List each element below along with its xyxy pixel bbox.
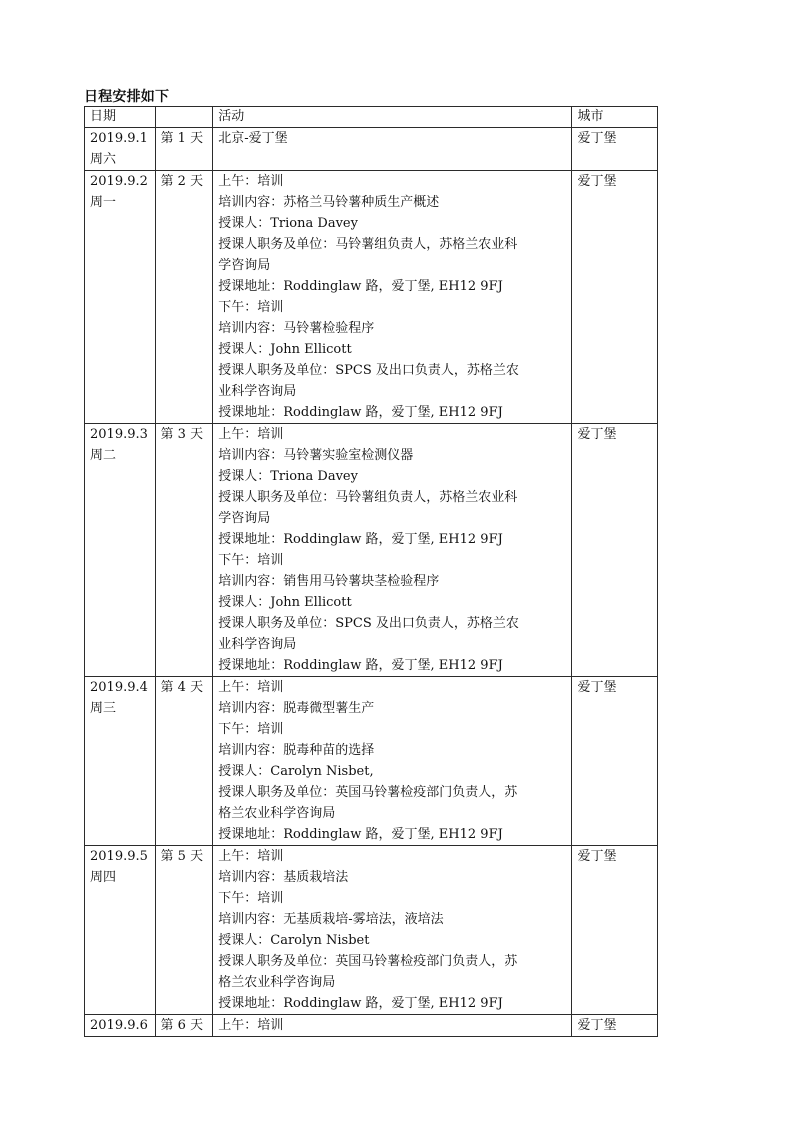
day-number-cell: 第 3 天 <box>155 424 213 677</box>
table-row <box>85 128 658 171</box>
header-date: 日期 <box>85 107 156 128</box>
activity-line: 授课地址：Roddinglaw 路，爱丁堡, EH12 9FJ <box>218 827 503 842</box>
table-row <box>85 1015 658 1037</box>
activity-line: 培训内容：苏格兰马铃薯种质生产概述 <box>218 195 440 210</box>
table-row <box>85 171 658 424</box>
activity-line: 学咨询局 <box>218 258 271 273</box>
activity-line: 授课地址：Roddinglaw 路，爱丁堡, EH12 9FJ <box>218 279 503 294</box>
table-row <box>85 677 658 846</box>
city-cell: 爱丁堡 <box>572 424 658 677</box>
date-text: 2019.9.3 <box>90 427 148 442</box>
day-number-cell: 第 4 天 <box>155 677 213 846</box>
date-text: 2019.9.6 <box>90 1018 148 1033</box>
header-city: 城市 <box>572 107 658 128</box>
activity-line: 授课人职务及单位：英国马铃薯检疫部门负责人，苏 <box>218 785 518 800</box>
activity-line: 学咨询局 <box>218 511 271 526</box>
activity-line: 授课地址：Roddinglaw 路，爱丁堡, EH12 9FJ <box>218 405 503 420</box>
activity-cell <box>213 128 572 171</box>
day-number-cell: 第 1 天 <box>155 128 213 171</box>
city-cell: 爱丁堡 <box>572 677 658 846</box>
day-number-cell: 第 6 天 <box>155 1015 213 1037</box>
activity-cell <box>213 1015 572 1037</box>
activity-line: 授课人：Carolyn Nisbet, <box>218 764 374 779</box>
day-number-cell: 第 5 天 <box>155 846 213 1015</box>
table-row <box>85 846 658 1015</box>
activity-line: 上午：培训 <box>218 849 284 864</box>
activity-line: 下午：培训 <box>218 722 284 737</box>
header-activity: 活动 <box>213 107 572 128</box>
activity-cell <box>213 424 572 677</box>
weekday-text: 周四 <box>90 870 117 885</box>
city-cell: 爱丁堡 <box>572 171 658 424</box>
header-day <box>155 107 213 128</box>
activity-line: 培训内容：脱毒种苗的选择 <box>218 743 375 758</box>
schedule-body <box>85 128 658 1037</box>
activity-line: 授课人职务及单位：英国马铃薯检疫部门负责人，苏 <box>218 954 518 969</box>
activity-line: 授课人：John Ellicott <box>218 595 352 610</box>
table-header-row <box>85 107 658 128</box>
city-cell: 爱丁堡 <box>572 846 658 1015</box>
activity-line: 培训内容：无基质栽培-雾培法，液培法 <box>218 912 444 927</box>
date-cell <box>85 128 156 171</box>
date-text: 2019.9.2 <box>90 174 148 189</box>
activity-line: 上午：培训 <box>218 174 284 189</box>
date-text: 2019.9.4 <box>90 680 148 695</box>
activity-line: 培训内容：马铃薯实验室检测仪器 <box>218 448 414 463</box>
activity-line: 业科学咨询局 <box>218 384 297 399</box>
activity-line: 授课地址：Roddinglaw 路，爱丁堡, EH12 9FJ <box>218 658 503 673</box>
activity-line: 培训内容：脱毒微型薯生产 <box>218 701 375 716</box>
activity-line: 北京-爱丁堡 <box>218 131 288 146</box>
activity-cell <box>213 846 572 1015</box>
activity-line: 培训内容：销售用马铃薯块茎检验程序 <box>218 574 440 589</box>
activity-line: 授课人：Carolyn Nisbet <box>218 933 370 948</box>
city-cell: 爱丁堡 <box>572 128 658 171</box>
activity-line: 授课人职务及单位：马铃薯组负责人，苏格兰农业科 <box>218 490 518 505</box>
activity-line: 下午：培训 <box>218 553 284 568</box>
table-row <box>85 424 658 677</box>
date-cell <box>85 424 156 677</box>
date-cell <box>85 171 156 424</box>
activity-line: 下午：培训 <box>218 300 284 315</box>
activity-line: 上午：培训 <box>218 427 284 442</box>
activity-line: 下午：培训 <box>218 891 284 906</box>
date-cell <box>85 1015 156 1037</box>
activity-line: 授课人职务及单位：SPCS 及出口负责人，苏格兰农 <box>218 616 519 631</box>
activity-line: 格兰农业科学咨询局 <box>218 806 336 821</box>
activity-line: 培训内容：基质栽培法 <box>218 870 349 885</box>
weekday-text: 周二 <box>90 448 117 463</box>
weekday-text: 周一 <box>90 195 117 210</box>
schedule-heading: 日程安排如下 <box>84 89 170 105</box>
activity-line: 授课地址：Roddinglaw 路，爱丁堡, EH12 9FJ <box>218 532 503 547</box>
activity-line: 业科学咨询局 <box>218 637 297 652</box>
activity-cell <box>213 171 572 424</box>
activity-line: 授课人：Triona Davey <box>218 216 358 231</box>
city-cell: 爱丁堡 <box>572 1015 658 1037</box>
activity-cell <box>213 677 572 846</box>
date-text: 2019.9.1 <box>90 131 148 146</box>
activity-line: 格兰农业科学咨询局 <box>218 975 336 990</box>
activity-line: 授课人职务及单位：马铃薯组负责人，苏格兰农业科 <box>218 237 518 252</box>
activity-line: 上午：培训 <box>218 1018 284 1033</box>
date-text: 2019.9.5 <box>90 849 148 864</box>
weekday-text: 周三 <box>90 701 117 716</box>
date-cell <box>85 846 156 1015</box>
activity-line: 授课地址：Roddinglaw 路，爱丁堡, EH12 9FJ <box>218 996 503 1011</box>
activity-line: 授课人：Triona Davey <box>218 469 358 484</box>
schedule-table <box>84 106 658 1037</box>
date-cell <box>85 677 156 846</box>
activity-line: 培训内容：马铃薯检验程序 <box>218 321 375 336</box>
activity-line: 授课人：John Ellicott <box>218 342 352 357</box>
weekday-text: 周六 <box>90 152 117 167</box>
activity-line: 授课人职务及单位：SPCS 及出口负责人，苏格兰农 <box>218 363 519 378</box>
activity-line: 上午：培训 <box>218 680 284 695</box>
day-number-cell: 第 2 天 <box>155 171 213 424</box>
